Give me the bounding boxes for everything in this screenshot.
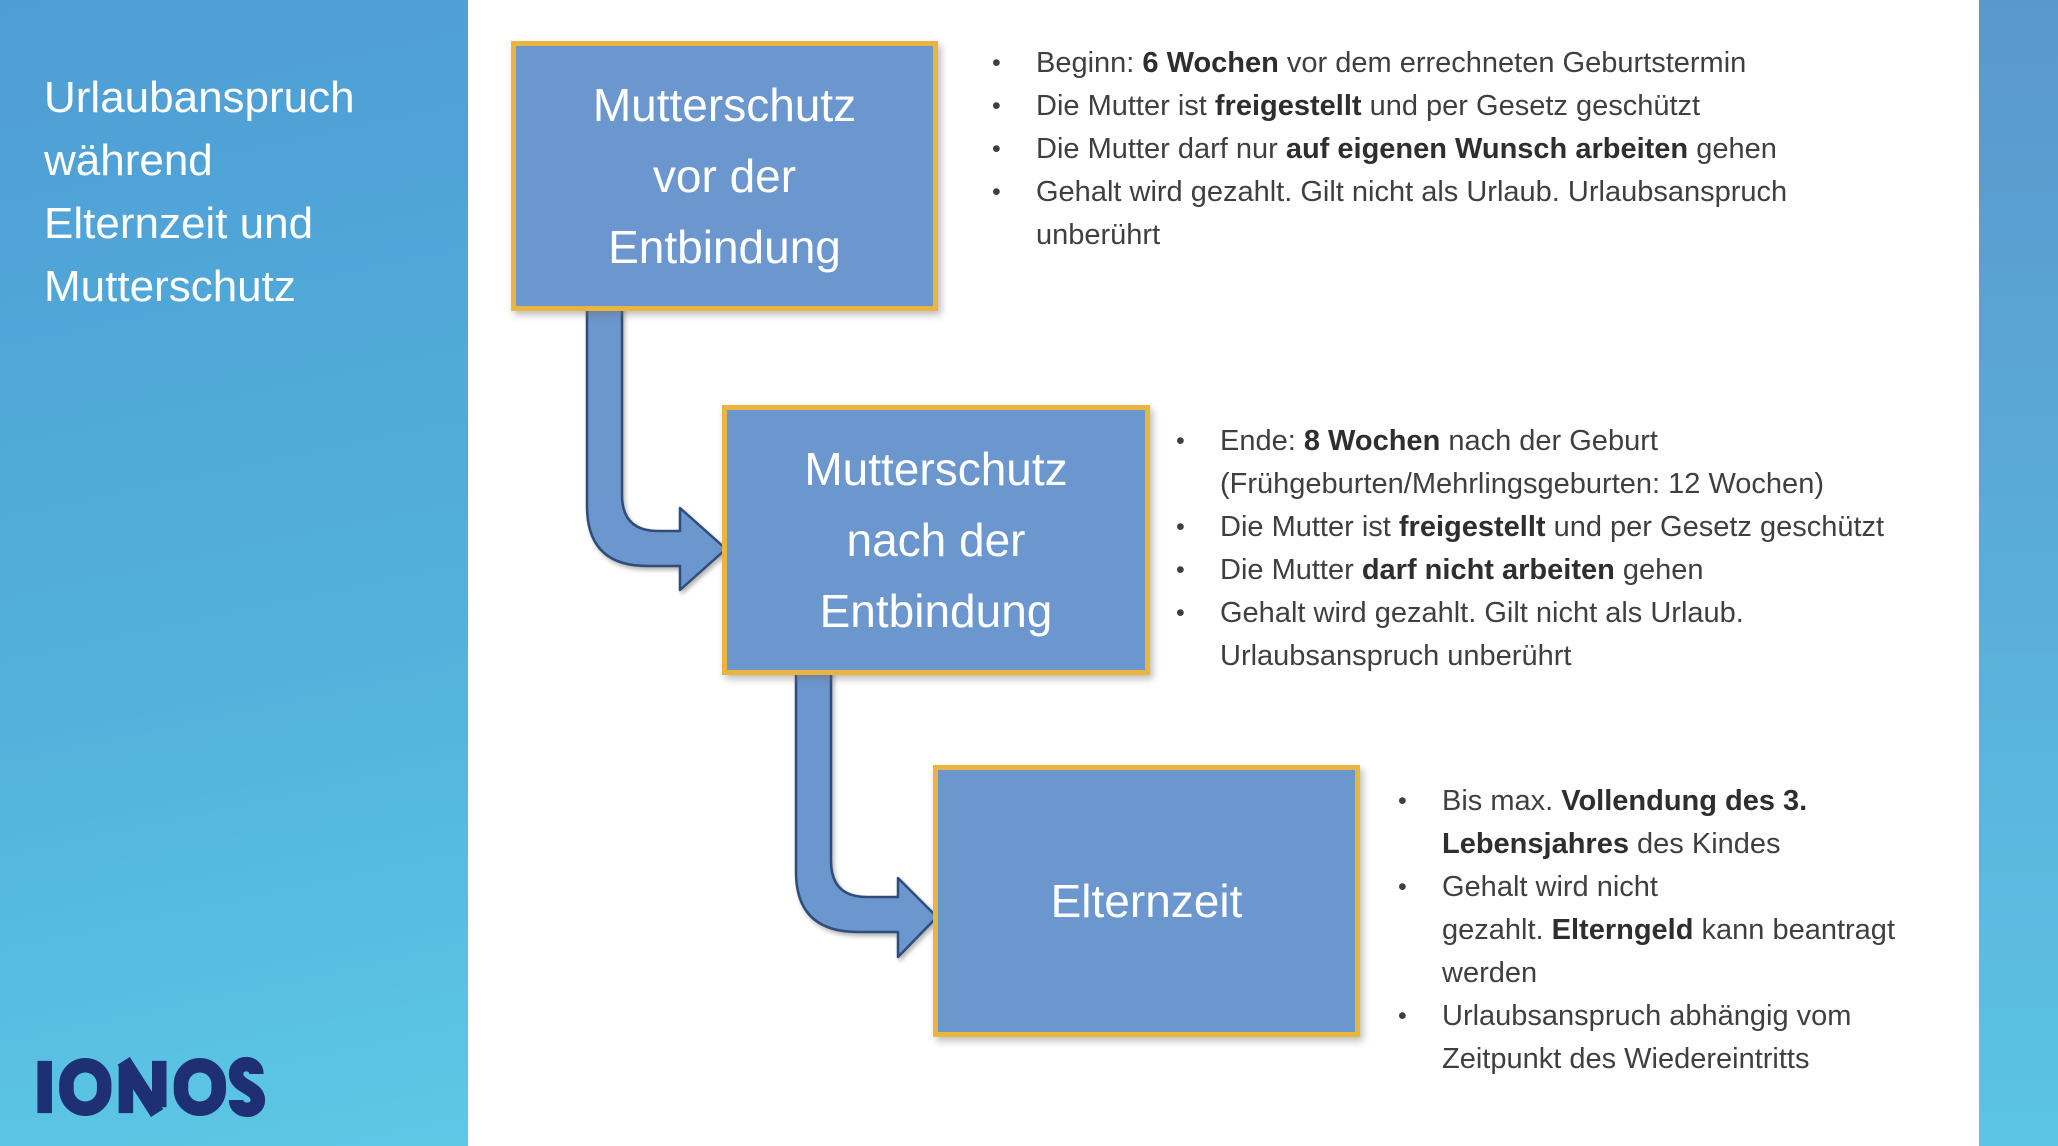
bent-arrow-shape bbox=[587, 304, 726, 590]
bullet-item bbox=[1398, 866, 1998, 995]
bullet-marker: • bbox=[992, 92, 1001, 120]
bullet-item bbox=[1176, 420, 2006, 506]
bullet-text: Gehalt wird nicht gezahlt. Elterngeld kann beantragt werden bbox=[1442, 871, 1895, 989]
bullet-marker: • bbox=[1398, 1002, 1407, 1030]
sidebar bbox=[0, 0, 468, 1146]
bullet-marker: • bbox=[1176, 599, 1185, 627]
bent-arrow-shape bbox=[796, 668, 937, 957]
bullet-item bbox=[992, 42, 1922, 85]
bullet-text: Gehalt wird gezahlt. Gilt nicht als Urlaub. Urlaubsanspruch unberührt bbox=[1036, 176, 1788, 251]
box-title-line: Mutterschutz bbox=[592, 78, 857, 131]
bullet-text: Die Mutter ist freigestellt und per Gesetz geschützt bbox=[1036, 90, 1701, 122]
bullet-item bbox=[1176, 592, 2006, 678]
box-title-line: vor der bbox=[652, 149, 797, 202]
bullet-marker: • bbox=[1176, 513, 1185, 541]
bullet-text: Gehalt wird gezahlt. Gilt nicht als Urlaub. Urlaubsanspruch unberührt bbox=[1220, 597, 1744, 672]
bullet-marker: • bbox=[992, 178, 1001, 206]
bullet-item bbox=[1176, 549, 2006, 592]
bullet-marker: • bbox=[1398, 787, 1407, 815]
flow-box-elternzeit bbox=[933, 765, 1360, 1037]
title-line: Elternzeit und bbox=[44, 199, 314, 248]
bullet-list-mutterschutz-vor bbox=[992, 42, 1922, 257]
box-title-line: Entbindung bbox=[608, 220, 841, 273]
bullet-item bbox=[992, 171, 1922, 257]
bullet-list-elternzeit bbox=[1398, 780, 1998, 1081]
box-title-line: Entbindung bbox=[819, 584, 1053, 637]
bullet-item bbox=[992, 128, 1922, 171]
bullet-list-mutterschutz-nach bbox=[1176, 420, 2006, 678]
box-title-line: Mutterschutz bbox=[804, 442, 1068, 495]
bullet-marker: • bbox=[1176, 556, 1185, 584]
bullet-item bbox=[1398, 780, 1998, 866]
bullet-marker: • bbox=[992, 135, 1001, 163]
ionos-logo-glyphs bbox=[36, 1054, 268, 1120]
bullet-marker: • bbox=[1176, 427, 1185, 455]
bullet-marker: • bbox=[992, 49, 1001, 77]
ionos-logo bbox=[36, 1054, 268, 1120]
flow-box-mutterschutz-nach bbox=[722, 405, 1150, 675]
bullet-item bbox=[992, 85, 1922, 128]
flow-box-mutterschutz-vor bbox=[511, 41, 938, 311]
bullet-marker: • bbox=[1398, 873, 1407, 901]
title-line: Urlaubanspruch bbox=[44, 73, 355, 122]
bullet-text: Bis max. Vollendung des 3. Lebensjahres des Kindes bbox=[1442, 785, 1808, 860]
bullet-text: Urlaubsanspruch abhängig vom Zeitpunkt des Wiedereintritts bbox=[1442, 1000, 1852, 1075]
bullet-text: Die Mutter darf nur auf eigenen Wunsch arbeiten gehen bbox=[1036, 133, 1777, 165]
bullet-text: Die Mutter ist freigestellt und per Gesetz geschützt bbox=[1220, 511, 1885, 543]
slide-title bbox=[44, 66, 444, 318]
bullet-item bbox=[1176, 506, 2006, 549]
box-title-line: nach der bbox=[846, 513, 1026, 566]
bullet-text: Beginn: 6 Wochen vor dem errechneten Geburtstermin bbox=[1036, 47, 1747, 79]
bullet-text: Ende: 8 Wochen nach der Geburt (Frühgeburten/Mehrlingsgeburten: 12 Wochen) bbox=[1220, 425, 1824, 500]
box-title-line: Elternzeit bbox=[1050, 874, 1243, 927]
title-line: während bbox=[44, 136, 213, 185]
title-line: Mutterschutz bbox=[44, 262, 296, 311]
bullet-item bbox=[1398, 995, 1998, 1081]
bullet-text: Die Mutter darf nicht arbeiten gehen bbox=[1220, 554, 1704, 586]
